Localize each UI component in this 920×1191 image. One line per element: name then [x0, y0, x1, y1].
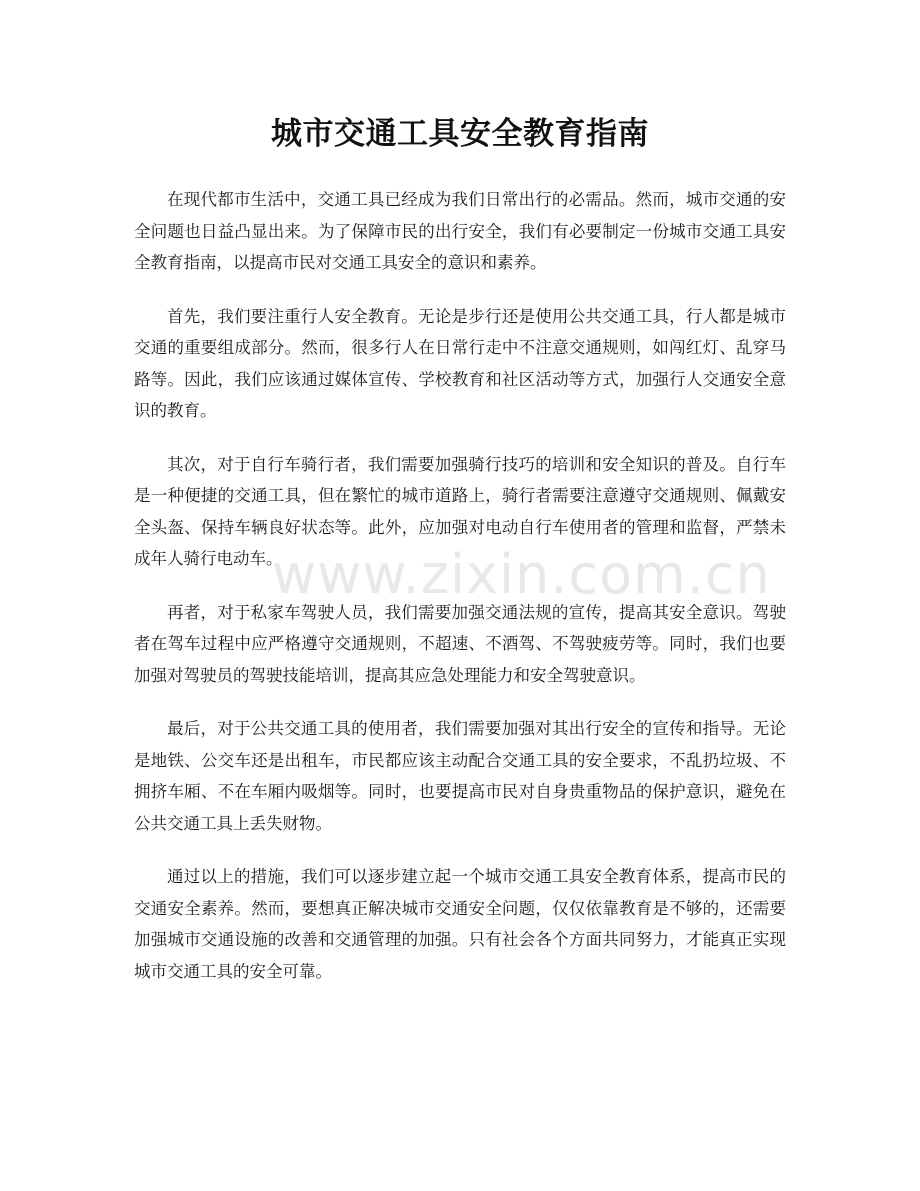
paragraph-public-transit: 最后，对于公共交通工具的使用者，我们需要加强对其出行安全的宣传和指导。无论是地铁、公交车还是出租车，市民都应该主动配合交通工具的安全要求，不乱扔垃圾、不拥挤车厢、不在车厢内吸烟等。同时，也要提高市民对自身贵重物品的保护意识，避免在公共交通工具上丢失财物。 [134, 719, 786, 833]
paragraph-cyclists: 其次，对于自行车骑行者，我们需要加强骑行技巧的培训和安全知识的普及。自行车是一种便捷的交通工具，但在繁忙的城市道路上，骑行者需要注意遵守交通规则、佩戴安全头盔、保持车辆良好状态等。此外，应加强对电动自行车使用者的管理和监督，严禁未成年人骑行电动车。 [134, 454, 786, 568]
paragraph-conclusion: 通过以上的措施，我们可以逐步建立起一个城市交通工具安全教育体系，提高市民的交通安全素养。然而，要想真正解决城市交通安全问题，仅仅依靠教育是不够的，还需要加强城市交通设施的改善和交通管理的加强。只有社会各个方面共同努力，才能真正实现城市交通工具的安全可靠。 [134, 867, 786, 981]
paragraph-pedestrians: 首先，我们要注重行人安全教育。无论是步行还是使用公共交通工具，行人都是城市交通的重要组成部分。然而，很多行人在日常行走中不注意交通规则，如闯红灯、乱穿马路等。因此，我们应该通过媒体宣传、学校教育和社区活动等方式，加强行人交通安全意识的教育。 [134, 306, 786, 420]
paragraph-intro: 在现代都市生活中，交通工具已经成为我们日常出行的必需品。然而，城市交通的安全问题也日益凸显出来。为了保障市民的出行安全，我们有必要制定一份城市交通工具安全教育指南，以提高市民对交通工具安全的意识和素养。 [134, 190, 786, 272]
watermark: www.zixin.com.cn [272, 543, 771, 606]
document-body [134, 184, 786, 1009]
paragraph-drivers: 再者，对于私家车驾驶人员，我们需要加强交通法规的宣传，提高其安全意识。驾驶者在驾车过程中应严格遵守交通规则，不超速、不酒驾、不驾驶疲劳等。同时，我们也要加强对驾驶员的驾驶技能培训，提高其应急处理能力和安全驾驶意识。 [134, 602, 786, 685]
document-title: 城市交通工具安全教育指南 [271, 116, 649, 152]
